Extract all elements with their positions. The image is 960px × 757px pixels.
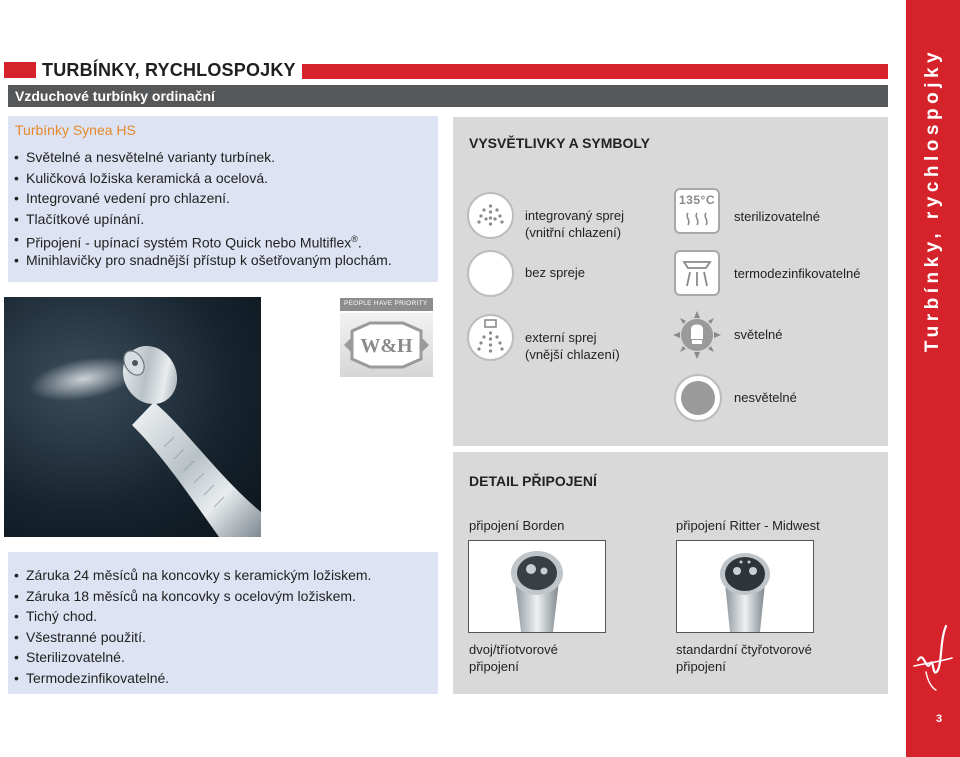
borden-caption: dvoj/tříotvorové připojení [469, 642, 558, 674]
no-spray-icon [467, 250, 514, 297]
title-rule-bar [302, 64, 888, 79]
ritter-connection-photo [676, 540, 814, 633]
integrated-spray-label: integrovaný sprej (vnitřní chlazení) [525, 208, 624, 240]
signature-ornament-icon [912, 620, 954, 692]
page-title: TURBÍNKY, RYCHLOSPOJKY [42, 60, 296, 80]
list-item: • Připojení - upínací systém Roto Quick nebo Multiflex®. [14, 229, 392, 250]
list-item: • Záruka 18 měsíců na koncovky s ocelovým ložiskem. [14, 586, 371, 607]
page-subtitle: Vzduchové turbínky ordinační [15, 88, 215, 104]
external-spray-icon [467, 314, 514, 361]
legend-title: VYSVĚTLIVKY A SYMBOLY [469, 135, 651, 151]
registered-mark: ® [351, 234, 358, 244]
sterilizable-icon: 135°C [674, 188, 720, 234]
features-heading: Turbínky Synea HS [15, 122, 136, 138]
vertical-section-title: Turbínky, rychlospojky [922, 47, 943, 353]
borden-connection-photo [468, 540, 606, 633]
list-item: • Kuličková ložiska keramická a ocelová. [14, 168, 392, 189]
integrated-spray-icon [467, 192, 514, 239]
lighted-label: světelné [734, 327, 783, 342]
list-item: • Sterilizovatelné. [14, 647, 371, 668]
page-number: 3 [936, 713, 943, 725]
sterilizable-label: sterilizovatelné [734, 209, 820, 224]
list-item: • Integrované vedení pro chlazení. [14, 188, 392, 209]
brand-logo [340, 313, 433, 377]
title-accent-bar [4, 62, 36, 78]
thermodisinfectable-label: termodezinfikovatelné [734, 266, 861, 281]
unlighted-label: nesvětelné [734, 390, 797, 405]
list-item: • Světelné a nesvětelné varianty turbínek. [14, 147, 392, 168]
list-item: • Tichý chod. [14, 606, 371, 627]
unlighted-icon [674, 374, 722, 422]
handpiece-illustration [4, 297, 261, 537]
lighted-icon [671, 309, 723, 361]
thermodisinfectable-icon [674, 250, 720, 296]
list-item: • Tlačítkové upínání. [14, 209, 392, 230]
borden-heading: připojení Borden [469, 518, 565, 533]
turbine-handpiece-photo [4, 297, 261, 537]
list-item: • Termodezinfikovatelné. [14, 668, 371, 689]
benefits-list [14, 565, 371, 688]
list-item: • Všestranné použití. [14, 627, 371, 648]
ritter-heading: připojení Ritter - Midwest [676, 518, 820, 533]
brand-name: W&H [360, 335, 413, 357]
features-list [14, 147, 392, 270]
external-spray-label: externí sprej (vnější chlazení) [525, 330, 620, 362]
brand-tagline: PEOPLE HAVE PRIORITY [344, 300, 428, 307]
list-item: • Minihlavičky pro snadnější přístup k ošetřovaným plochám. [14, 250, 392, 271]
ritter-caption: standardní čtyřotvorové připojení [676, 642, 812, 674]
connection-detail-title: DETAIL PŘIPOJENÍ [469, 473, 597, 489]
no-spray-label: bez spreje [525, 265, 585, 280]
list-item: • Záruka 24 měsíců na koncovky s keramickým ložiskem. [14, 565, 371, 586]
